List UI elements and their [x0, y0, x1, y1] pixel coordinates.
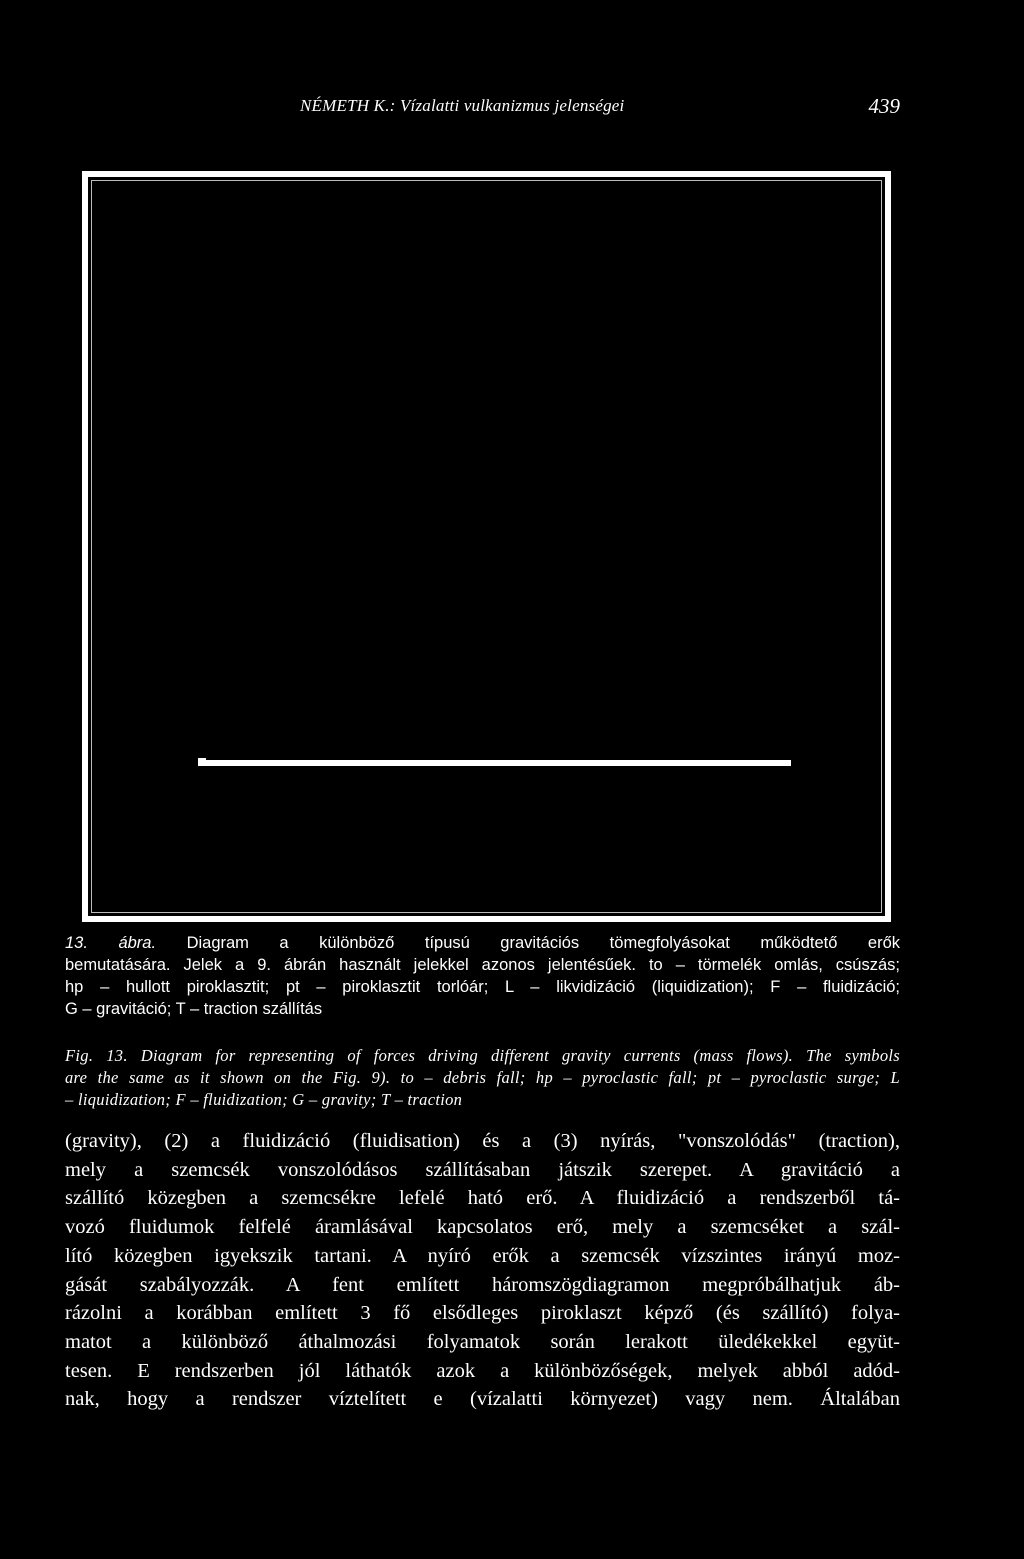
- caption-hu-line-4: G – gravitáció; T – traction szállítás: [65, 1000, 323, 1018]
- body-line: tesen. E rendszerben jól láthatók azok a különbözőségek, melyek abból adód-: [65, 1359, 900, 1382]
- body-line: vozó fluidumok felfelé áramlásával kapcsolatos erő, mely a szemcséket a szál-: [65, 1216, 900, 1239]
- caption-en-line-2: are the same as it shown on the Fig. 9). to – debris fall; hp – pyroclastic fall; pt – pyroclastic surge; L: [65, 1068, 900, 1087]
- body-line: szállító közegben a szemcsékre lefelé ható erő. A fluidizáció a rendszerből tá-: [65, 1187, 900, 1210]
- body-paragraph: [65, 1127, 900, 1414]
- caption-hu-line-1: [65, 932, 900, 954]
- figure-frame: [82, 171, 891, 922]
- body-line: rázolni a korábban említett 3 fő elsődleges piroklaszt képző (és szállító) folya-: [65, 1302, 900, 1325]
- body-line: gását szabályozzák. A fent említett háromszögdiagramon megpróbálhatjuk áb-: [65, 1273, 900, 1296]
- page-number: 439: [868, 94, 900, 118]
- caption-hu-label: 13. ábra.: [65, 934, 157, 952]
- running-title: NÉMETH K.: Vízalatti vulkanizmus jelenségei: [300, 96, 625, 115]
- body-line: lító közegben igyekszik tartani. A nyíró erők a szemcsék vízszintes irányú moz-: [65, 1244, 900, 1267]
- caption-en-line-1: Fig. 13. Diagram for representing of forces driving different gravity currents (mass flows). The symbols: [65, 1046, 900, 1065]
- body-line: nak, hogy a rendszer víztelített e (vízalatti környezet) vagy nem. Általában: [65, 1388, 900, 1411]
- running-head: [300, 96, 900, 126]
- body-line: mely a szemcsék vonszolódásos szállításaban játszik szerepet. A gravitáció a: [65, 1158, 900, 1181]
- figure-inner-border: [91, 180, 882, 913]
- body-line: matot a különböző áthalmozási folyamatok során lerakott üledékekkel együt-: [65, 1330, 900, 1353]
- figure-caption-english: [65, 1045, 900, 1111]
- caption-hu-line-3: hp – hullott piroklasztit; pt – piroklasztit torlóár; L – likvidizáció (liquidization); F – fluidizáció;: [65, 978, 900, 996]
- figure-caption-hungarian: [65, 932, 900, 1020]
- figure-horizontal-rule: [198, 760, 791, 766]
- caption-hu-line-2: bemutatására. Jelek a 9. ábrán használt jelekkel azonos jelentésűek. to – törmelék omlás, csúszás;: [65, 956, 900, 974]
- caption-hu-line-1-text: Diagram a különböző típusú gravitációs tömegfolyásokat működtető erők: [186, 934, 900, 952]
- body-line: (gravity), (2) a fluidizáció (fluidisation) és a (3) nyírás, "vonszolódás" (traction),: [65, 1130, 900, 1152]
- rule-end-mark: [198, 758, 206, 761]
- caption-en-line-3: – liquidization; F – fluidization; G – gravity; T – traction: [65, 1090, 463, 1109]
